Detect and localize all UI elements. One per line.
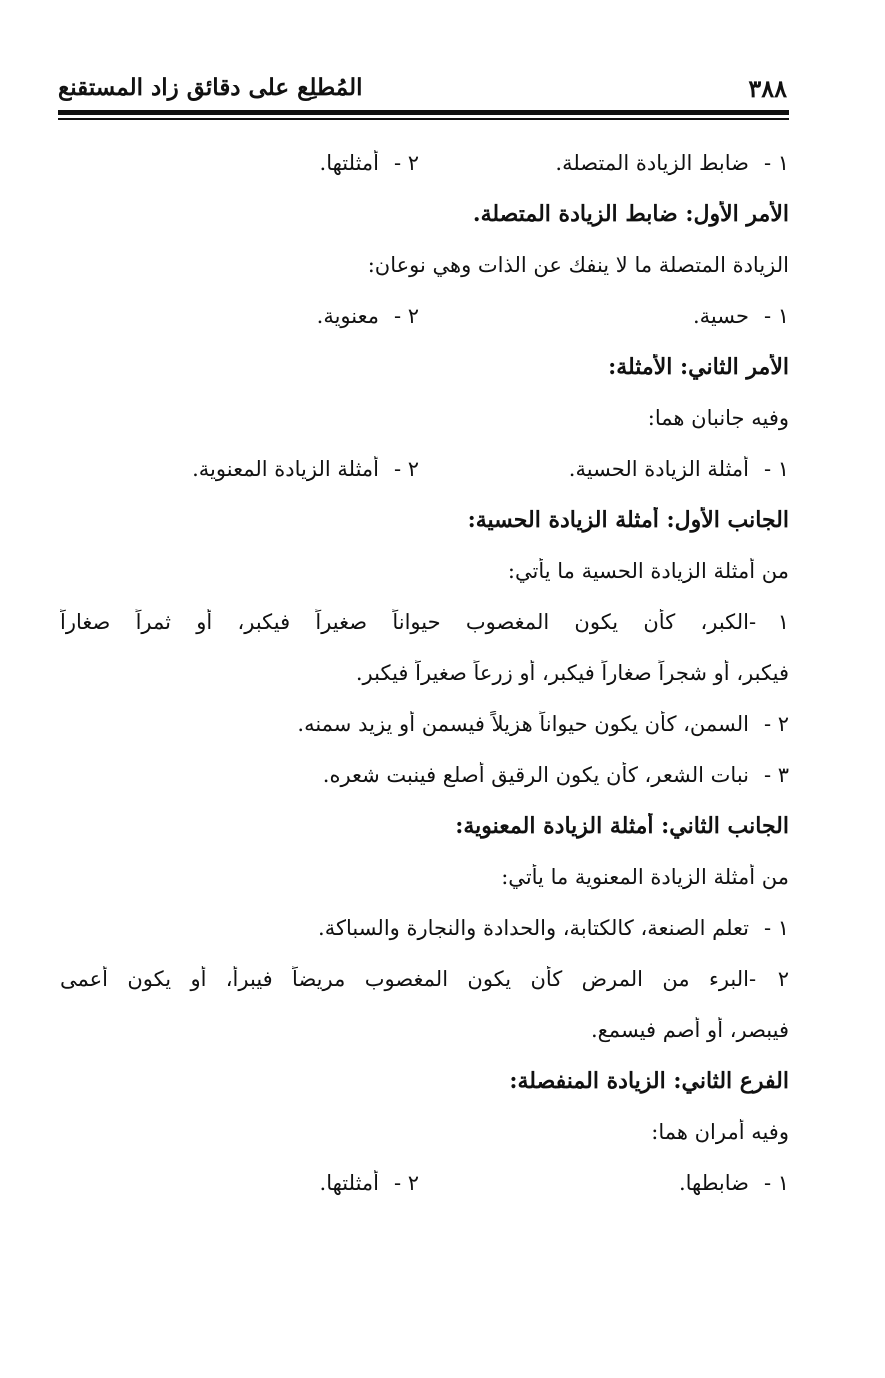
list-item bbox=[60, 711, 789, 762]
item-text: أمثلتها. bbox=[319, 1171, 379, 1195]
list-two-items bbox=[60, 456, 789, 507]
item-text: تعلم الصنعة، كالكتابة، والحدادة والنجارة والسباكة. bbox=[318, 916, 749, 940]
paragraph: من أمثلة الزيادة المعنوية ما يأتي: bbox=[501, 865, 789, 889]
page-body bbox=[60, 150, 789, 1221]
list-item bbox=[60, 762, 789, 813]
paragraph: وفيه جانبان هما: bbox=[647, 406, 789, 430]
item-number: ١ - bbox=[763, 304, 789, 328]
list-item bbox=[60, 966, 789, 1017]
item-text: ضابطها. bbox=[678, 1171, 749, 1195]
item-text: البرء من المرض كأن يكون المغصوب مريضاً فيبرأ، أو يكون أعمى bbox=[60, 967, 749, 991]
item-number: ١ - bbox=[763, 457, 789, 481]
item-number: ٢ - bbox=[393, 151, 419, 175]
item-number: ١ - bbox=[763, 916, 789, 940]
item-number: ٢ - bbox=[393, 1171, 419, 1195]
paragraph-continuation: فيكبر، أو شجراً صغاراً فيكبر، أو زرعاً صغيراً فيكبر. bbox=[355, 661, 789, 685]
item-text: أمثلة الزيادة المعنوية. bbox=[192, 457, 379, 481]
page-number: ٣٨٨ bbox=[748, 74, 787, 103]
section-heading: الأمر الثاني: الأمثلة: bbox=[608, 354, 789, 380]
item-number: ٣ - bbox=[763, 763, 789, 787]
item-number: ١ - bbox=[749, 610, 789, 634]
section-heading: الجانب الأول: أمثلة الزيادة الحسية: bbox=[467, 507, 789, 533]
item-number: ٢ - bbox=[749, 967, 789, 991]
paragraph: الزيادة المتصلة ما لا ينفك عن الذات وهي نوعان: bbox=[367, 253, 789, 277]
item-text: معنوية. bbox=[316, 304, 379, 328]
item-number: ١ - bbox=[763, 151, 789, 175]
list-two-items bbox=[60, 1170, 789, 1221]
header-rule-thick bbox=[58, 110, 789, 115]
section-heading: الجانب الثاني: أمثلة الزيادة المعنوية: bbox=[455, 813, 789, 839]
page-header bbox=[58, 74, 787, 108]
item-number: ٢ - bbox=[393, 457, 419, 481]
list-item bbox=[60, 609, 789, 660]
item-text: ضابط الزيادة المتصلة. bbox=[555, 151, 749, 175]
item-number: ١ - bbox=[763, 1171, 789, 1195]
paragraph: وفيه أمران هما: bbox=[651, 1120, 789, 1144]
item-text: الكبر، كأن يكون المغصوب حيواناً صغيراً فيكبر، أو ثمراً صغاراً bbox=[60, 610, 749, 634]
paragraph-continuation: فيبصر، أو أصم فيسمع. bbox=[590, 1018, 789, 1042]
list-item bbox=[60, 915, 789, 966]
item-number: ٢ - bbox=[763, 712, 789, 736]
item-number: ٢ - bbox=[393, 304, 419, 328]
item-text: أمثلة الزيادة الحسية. bbox=[568, 457, 749, 481]
section-heading: الأمر الأول: ضابط الزيادة المتصلة. bbox=[472, 201, 789, 227]
header-rule-thin bbox=[58, 118, 789, 120]
running-title: المُطلِع على دقائق زاد المستقنع bbox=[58, 74, 363, 101]
list-two-items bbox=[60, 150, 789, 201]
section-heading: الفرع الثاني: الزيادة المنفصلة: bbox=[509, 1068, 789, 1094]
item-text: نبات الشعر، كأن يكون الرقيق أصلع فينبت شعره. bbox=[322, 763, 749, 787]
item-text: أمثلتها. bbox=[319, 151, 379, 175]
item-text: السمن، كأن يكون حيواناً هزيلاً فيسمن أو يزيد سمنه. bbox=[297, 712, 749, 736]
item-text: حسية. bbox=[693, 304, 749, 328]
list-two-items bbox=[60, 303, 789, 354]
paragraph: من أمثلة الزيادة الحسية ما يأتي: bbox=[507, 559, 789, 583]
